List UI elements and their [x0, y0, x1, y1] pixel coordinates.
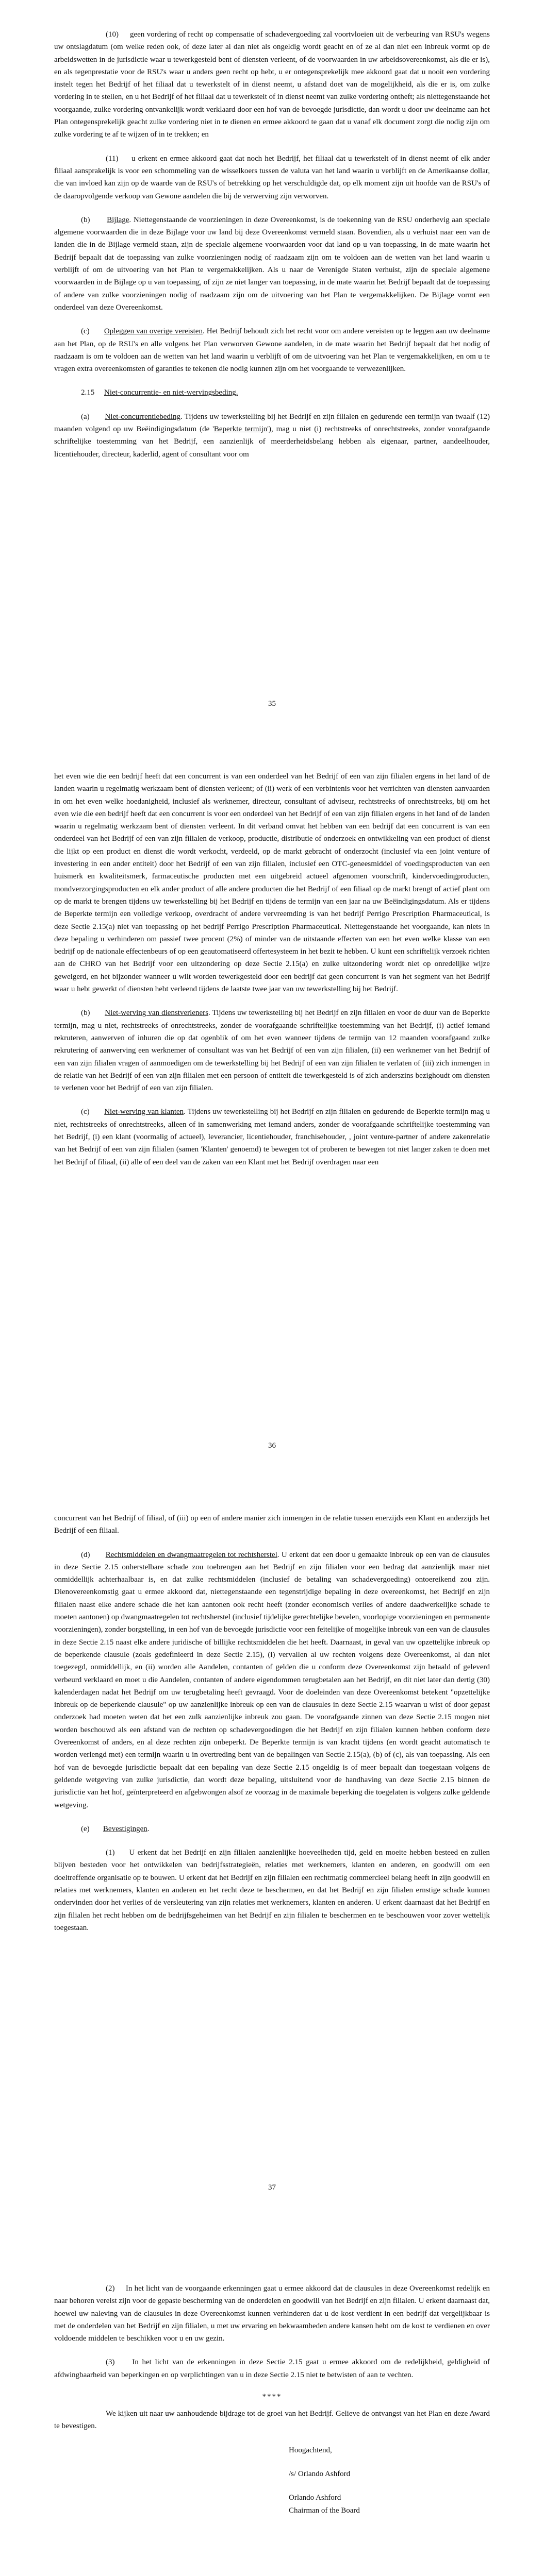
paragraph-label: (b): [81, 1009, 90, 1018]
paragraph-c-vereisten: [54, 325, 490, 375]
paragraph-text: . Tijdens uw tewerkstelling bij het Bedrijf en zijn filialen en gedurende de Beperkte termijn mag u niet, rechtstreeks of onrechtstreeks, alleen of in samenwerking met iemand anders, zonder de voorafgaande schriftelijke toestemming van het Bedrijf, (i) een klant (voormalig of actueel), leverancier, licentiehouder, franchisehouder, , joint venture-partner of andere zakenrelatie van het Bedrijf of een van zijn filialen (samen 'Klanten' genoemd) te bewegen tot of proberen te bewegen tot niet langer zaken te doen met het Bedrijf of filiaal, (ii) alle of een deel van de zaken van een Klant met het Bedrijf overdragen naar een: [54, 1108, 490, 1166]
paragraph-heading: Rechtsmiddelen en dwangmaatregelen tot rechtsherstel: [105, 1550, 277, 1559]
paragraph-heading: Niet-werving van klanten: [104, 1108, 184, 1116]
document-page: [0, 0, 544, 742]
paragraph-label: (a): [81, 412, 90, 421]
paragraph-a11: [54, 152, 490, 202]
paragraph-number: (10): [106, 30, 119, 39]
paragraph-number: (3): [106, 2358, 115, 2367]
paragraph-text: . Niettegenstaande de voorzieningen in deze Overeenkomst, is de toekenning van de RSU onderhevig aan speciale algemene voorwaarden die in deze Bijlage voor uw land bij deze Overeenkomst vermeld staan. Bovendien, als u verhuist naar een van de landen die in de Bijlage vermeld staan, zijn de speciale algemene voorwaarden voor dat land op u van toepassing, in de mate waarin het Bedrijf bepaalt dat de toepassing van zulke voorzieningen nodig of raadzaam zijn om te voldoen aan de wetten van het land waarin u verblijft of om de uitvoering van het Plan te vergemakkelijken. Als u naar de Verenigde Staten verhuist, zijn de speciale algemene voorwaarden in de Bijlage op u van toepassing, of zijn ze niet langer van toepassing, in de mate waarin het Bedrijf bepaalt dat de toepassing of andere van zulke voorzieningen nodig of raadzaam zijn om de uitvoering van het Plan te vergemakkelijken. De Bijlage vormt een onderdeel van deze Overeenkomst.: [54, 215, 490, 312]
paragraph-label: (d): [81, 1550, 90, 1559]
paragraph-continuation: concurrent van het Bedrijf of filiaal, of (iii) op een of andere manier zich inmengen in de relatie tussen enerzijds een Klant en anderzijds het Bedrijf of een filiaal.: [54, 1514, 490, 1535]
paragraph-text: '), mag u niet (i) rechtstreeks of onrechtstreeks, zonder voorafgaande schriftelijke toestemming van het Bedrijf, een aanzienlijk of meerderheidsbelang hebben als eigenaar, partner, aandeelhouder, licentiehouder, directeur, kaderlid, agent of consultant voor om: [54, 425, 490, 459]
page-number: 37: [268, 2183, 276, 2192]
paragraph-number: (2): [106, 2284, 115, 2293]
paragraph-text: . Tijdens uw tewerkstelling bij het Bedrijf en zijn filialen en gedurende een termijn van twaalf (12) maanden volgend op uw Beëindigingsdatum (de ': [54, 412, 490, 434]
paragraph-e1: [54, 1846, 490, 1934]
paragraph-text: We kijken uit naar uw aanhoudende bijdrage tot de groei van het Bedrijf. Gelieve de ontvangst van het Plan en deze Award te bevestigen.: [54, 2410, 490, 2431]
document-page: [0, 1484, 544, 2226]
paragraph-a-niet-concurrentie: [54, 411, 490, 461]
section-divider-stars: ****: [262, 2393, 282, 2401]
paragraph-b-bijlage: [54, 214, 490, 314]
paragraph-heading: Bijlage: [107, 215, 129, 224]
paragraph-a10: [54, 28, 490, 141]
signer-name: Orlando Ashford: [289, 2494, 341, 2502]
paragraph-b-niet-werving-dienstverleners: [54, 1007, 490, 1094]
paragraph-text: . Het Bedrijf behoudt zich het recht voor om andere vereisten op te leggen aan uw deelname aan het Plan, op de RSU's en alle volgens het Plan verworven Gewone aandelen, in de mate waarin het Bedrijf bepaalt dat het nodig of raadzaam is om te voldoen aan de wetten van het land waarin u verblijft of om de uitvoering van het Plan te vergemakkelijken, en om u te vragen extra overeenkomsten of garanties te tekenen die nodig kunnen zijn om het voorgaande te verwezenlijken.: [54, 327, 490, 374]
paragraph-e-heading: (e) Bevestigingen.: [81, 1824, 150, 1833]
signature-block: [289, 2444, 490, 2517]
document-page: [0, 2226, 544, 2576]
signer-title: Chairman of the Board: [289, 2506, 360, 2515]
paragraph-heading: Niet-werving van dienstverleners: [105, 1009, 208, 1018]
paragraph-e3: [54, 2356, 490, 2381]
paragraph-text: geen vordering of recht op compensatie of schadevergoeding zal voortvloeien uit de verbeuring van RSU's wegens uw ontslagdatum (om welke reden ook, of deze later al dan niet als ongeldig wordt geacht en of ze al dan niet een inbreuk vormt op de arbeidswetten in de jurisdictie waar u tewerkgesteld bent of diensten verleent, of de voorwaarden in uw arbeidsovereenkomst, als die er is), en als tegenprestatie voor de RSU's waar u anders geen recht op hebt, u er ontegensprekelijk mee akkoord gaat dat u nooit een vordering instelt tegen het Bedrijf of het filiaal dat u tewerkstelt of in dienst neemt, u afstand doet van de mogelijkheid, als die er is, om zulke vordering in te stellen, en u het Bedrijf of het filiaal dat u tewerkstelt of in dienst neemt van zulke vordering ontheft; als niettegenstaande het voorgaande, zulke vordering ontvankelijk wordt verklaard door een hof van de bevoegde jurisdictie, dan wordt u door uw deelname aan het Plan ontegensprekelijk geacht zulke vordering niet in te dienen en ermee akkoord te gaan dat u vanaf elk document zorgt die nodig zijn om zulke vordering te af te wijzen of in te trekken; en: [54, 30, 490, 139]
paragraph-text: U erkent dat het Bedrijf en zijn filialen aanzienlijke hoeveelheden tijd, geld en moeite hebben besteed en zullen blijven besteden voor het ontwikkelen van bedrijfsstrategieën, relaties met werknemers, klanten en anderen, en goodwill om een doeltreffende organisatie op te bouwen. U erkent dat het Bedrijf en zijn filialen een rechtmatig commercieel belang heeft in zijn goodwill en relaties met werknemers, klanten en anderen en het recht deze te beschermen, en dat het Bedrijf en zijn filialen ernstige schade kunnen ondervinden door het verlies of de versleutering van zijn relaties met werknemers, klanten en anderen. U erkent daarnaast dat het Bedrijf en zijn filialen het recht hebben om de bedrijfsgeheimen van het Bedrijf en zijn filialen te beschermen en te beschouwen voor zover wettelijk toegestaan.: [54, 1849, 490, 1932]
paragraph-d-rechtsmiddelen: [54, 1549, 490, 1811]
paragraph-e2: [54, 2282, 490, 2345]
paragraph-heading: Niet-concurrentiebeding: [105, 412, 181, 421]
paragraph-number: (1): [106, 1849, 115, 1857]
section-number: 2.15: [81, 388, 95, 397]
document-page: [0, 742, 544, 1484]
page-number: 35: [268, 700, 276, 708]
paragraph-heading: Bevestigingen: [103, 1824, 147, 1833]
paragraph-c-niet-werving-klanten: [54, 1106, 490, 1168]
paragraph-text: In het licht van de erkenningen in deze Sectie 2.15 gaat u ermee akkoord om de redelijkheid, geldigheid of afdwingbaarheid van beperkingen en op verplichtingen van u in deze Sectie 2.15 niet te betwisten of aan te vechten.: [54, 2358, 490, 2379]
paragraph-continuation: het even wie die een bedrijf heeft dat een concurrent is van een onderdeel van het Bedrijf of een van zijn filialen ergens in het land of de landen waarin u regelmatig werkzaam bent of diensten verleent; of (ii) werk of een verbintenis voor het verrichten van diensten aanvaarden in om het even welke hoedanigheid, inclusief als werknemer, directeur, consultant of adviseur, rechtstreeks of onrechtstreeks, bij om het even wie die een bedrijf heeft dat een concurrent is voor een onderdeel van het Bedrijf of een van zijn filialen ergens in het land of de landen waarin u regelmatig werkzaam bent of diensten verleent. In dit verband omvat het hebben van een bedrijf dat een concurrent is van een onderdeel van het Bedrijf of een van zijn filialen de verkoop, productie, distributie of onderzoek en ontwikkeling van een product of dienst die lijkt op een product en dienst die wordt verkocht, verdeeld, op de markt gebracht of onderzocht (inclusief via een joint venture of investering in een ander entiteit) door het Bedrijf of een van zijn filialen, inclusief een OTC-geneesmiddel of voedingsproducten van een huismerk en kwaliteitsmerk, farmaceutische producten met een uitgebreid actueel afgenomen voorschrift, kindervoedingproducten, mondverzorgingsproducten en elk ander product of alle andere producten die het Bedrijf of een filiaal op de markt brengt of actief plant om op de markt te brengen tijdens uw tewerkstelling bij het Bedrijf en tijdens de termijn van een jaar na uw Beëindigingsdatum. Als er tijdens de Beperkte termijn een volledige verkoop, overdracht of andere vervreemding is van het bedrijf Perrigo Prescription Pharmaceutical, is deze Sectie 2.15(a) niet van toepassing op het bedrijf Perrigo Prescription Pharmaceutical. Niettegenstaande het voorgaande, kan niets in deze bepaling u verhinderen om passief twee procent (2%) of minder van de uitstaande effecten van een het even welke klasse van een bedrijf op de nationale effectenbeurs of op een geautomatiseerd offertesysteem in het bezit te hebben. U kunt een schriftelijk verzoek richten aan de CHRO van het Bedrijf voor een uitzondering op deze Sectie 2.15(a) en zulke uitzondering wordt niet op onredelijke wijze geweigerd, en het bijzonder wanneer u wilt worden tewerkgesteld door een bedrijf dat geen concurrent is van het segment van het Bedrijf waar u hebt gewerkt of diensten hebt verleend tijdens de laatste twee jaar van uw tewerkstelling bij het Bedrijf.: [54, 772, 490, 994]
regards-text: Hoogachtend,: [289, 2446, 332, 2454]
paragraph-text: . Tijdens uw tewerkstelling bij het Bedrijf en zijn filialen en voor de duur van de Beperkte termijn, mag u niet, rechtstreeks of onrechtstreeks, zonder de voorafgaande schriftelijke toestemming van het Bedrijf, (i) actief iemand rekruteren, aanwerven of inhuren die op dat ogenblik of om het even wanneer tijdens de termijn van 12 maanden voorafgaand zulke rekrutering of aanwerving een werknemer of consultant was van het Bedrijf of een van zijn filialen, (ii) een werknemer van het Bedrijf of een van zijn filialen vragen of aanmoedigen om de tewerkstelling bij het Bedrijf of een van zijn filialen te verlaten of (iii) zich inmengen in de relatie van het Bedrijf of een van zijn filialen met een persoon of entiteit die tewerkgesteld is of zich anderszins bezighoudt om diensten te verlenen voor het Bedrijf of een van zijn filialen.: [54, 1009, 490, 1093]
paragraph-number: (11): [106, 154, 119, 163]
section-title: Niet-concurrentie- en niet-wervingsbeding.: [104, 388, 238, 397]
paragraph-label: (c): [81, 1108, 90, 1116]
paragraph-label: (b): [81, 215, 90, 224]
section-heading-2-15: [81, 386, 490, 399]
paragraph-text: . U erkent dat een door u gemaakte inbreuk op een van de clausules in deze Sectie 2.15 onherstelbare schade zou toebrengen aan het Bedrijf en zijn filialen voor een bedrag dat aanzienlijk maar niet onmiddellijk achterhaalbaar is, en dat zulke rechtsmiddelen (inclusief de betaling van schadevergoeding) ontoereikend zou zijn. Dienovereenkomstig gaat u ermee akkoord dat, niettegenstaande een tegenstrijdige bepaling in deze overeenkomst, het Bedrijf en zijn filialen naast elke andere schade die het kan aantonen ook recht heeft (zonder economisch verlies of andere daadwerkelijke schade te moeten aantonen) op dwangmaatregelen tot rechtsherstel (inclusief tijdelijke gerechtelijke bevelen, voorlopige voorzieningen en permanente voorzieningen), zonder borgstelling, in een hof van de bevoegde jurisdictie voor een feitelijke of mogelijke inbreuk van een van de clausules in deze Sectie 2.15 naast elke andere juridische of billijke rechtsmiddelen die het heeft. Daarnaast, in geval van uw opzettelijke inbreuk op de beperkende clausule (zoals gedefinieerd in deze Sectie 2.15), (i) vervallen al uw rechten volgens deze Overeenkomst, al dan niet toegezegd, onmiddellijk, en (ii) worden alle Aandelen, contanten of gelden die u conform deze Overeenkomst zijn betaald of geleverd verbeurd verklaard en moet u die Aandelen, contanten of andere eigendommen terugbetalen aan het Bedrijf, en dit niet later dan dertig (30) kalenderdagen nadat het Bedrijf om uw terugbetaling heeft gevraagd. Voor de doeleinden van deze Overeenkomst betekent "opzettelijke inbreuk op de beperkende clausule" op uw aanzienlijke inbreuk op een van de clausules in deze Sectie 2.15 waarvan u wist of door gepast onderzoek had moeten weten dat het een zulk aanzienlijke inbreuk zou gaan. De voorafgaande zinnen van deze Sectie 2.15 mogen niet worden beschouwd als een afstand van de rechten op schadevergoedingen die het Bedrijf en zijn filialen kunnen hebben conform deze Overeenkomst of anders, en al deze rechten zijn onbeperkt. De Beperkte termijn is van kracht tijdens (en wordt geacht automatisch te worden verlengd met) een termijn waarin u in overtreding bent van de bepalingen van Sectie 2.15(a), (b) of (c), als van toepassing. Als een hof van de bevoegde jurisdictie bepaalt dat een bepaling van deze Sectie 2.15 ongeldig is of meer bepaalt dan toegestaan volgens de geldende wetgeving van zulke jurisdictie, dan wordt deze bepaling, uitsluitend voor de handhaving van deze Sectie 2.15 binnen de jurisdictie van het hof, geïnterpreteerd en afgebwongen alsof ze voorzag in de maximale beperking die toegelaten is volgens zulke geldende wetgeving.: [54, 1550, 490, 1809]
paragraph-text: u erkent en ermee akkoord gaat dat noch het Bedrijf, het filiaal dat u tewerkstelt of in dienst neemt of elk ander filiaal aansprakelijk is voor een schommeling van de wisselkoers tussen de valuta van het land waarin u verblijft en de Amerikaanse dollar, die van invloed kan zijn op de waarde van de RSU's of betrekking op het verschuldigde dat, op elk moment zijn uit hoofde van de RSU's of de daaropvolgende verkoop van Gewone aandelen die bij de verwerving zijn verworven.: [54, 154, 490, 200]
paragraph-label: (c): [81, 327, 90, 336]
paragraph-heading: Opleggen van overige vereisten: [104, 327, 203, 336]
page-number: 36: [268, 1442, 276, 1450]
signature-line: /s/ Orlando Ashford: [289, 2469, 351, 2478]
defined-term: Beperkte termijn: [213, 425, 268, 434]
paragraph-label: (e): [81, 1824, 90, 1833]
closing-paragraph: [54, 2408, 490, 2433]
paragraph-text: In het licht van de voorgaande erkenningen gaat u ermee akkoord dat de clausules in deze Overeenkomst redelijk en naar behoren vereist zijn voor de gepaste bescherming van de onderdelen en goodwill van het Bedrijf en zijn filialen. U erkent daarnaast dat, hoewel uw naleving van de clausules in deze Overeenkomst kunnen verhinderen dat u de kost verdient in een bedrijf dat vergelijkbaar is met de onderdelen van het Bedrijf en zijn filialen, u met uw ervaring en bekwaamheden andere kansen hebt om de kost te verdienen en over voldoende middelen te beschikken voor u en uw gezin.: [54, 2284, 490, 2343]
